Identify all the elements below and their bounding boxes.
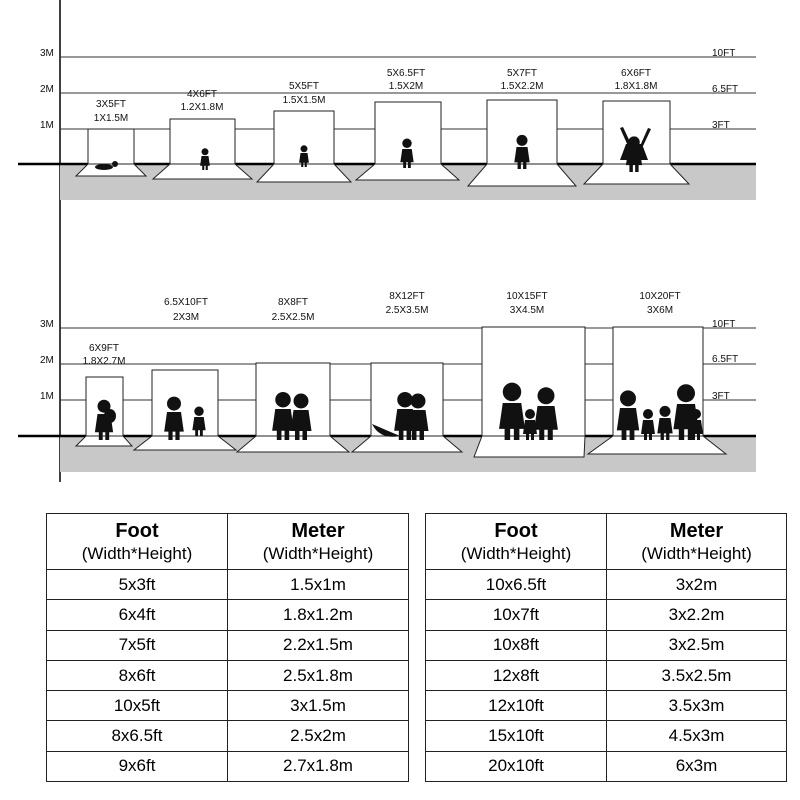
backdrop-ft-label: 5X7FT — [506, 68, 538, 79]
backdrop-m-label: 3X6M — [646, 305, 674, 316]
meter-cell: 2.7x1.8m — [228, 751, 409, 781]
scale-label-3ft: 3FT — [712, 391, 730, 402]
table-row — [426, 721, 787, 751]
foot-cell: 12x10ft — [426, 691, 607, 721]
foot-header-title: Foot — [494, 519, 538, 542]
table-header-row — [426, 514, 787, 570]
backdrop-5x5ft — [257, 81, 351, 182]
table-row — [426, 660, 787, 690]
meter-cell: 3x2.5m — [607, 630, 787, 660]
backdrop-10x20ft — [588, 291, 726, 454]
meter-cell: 3.5x2.5m — [607, 660, 787, 690]
backdrop-ft-label: 6X6FT — [620, 68, 652, 79]
meter-header-sub: (Width*Height) — [641, 543, 752, 563]
table-row — [47, 570, 409, 600]
foot-header-sub: (Width*Height) — [81, 543, 193, 563]
table-row — [47, 721, 409, 751]
backdrop-m-label: 1.8X1.8M — [614, 81, 658, 92]
meter-cell: 2.2x1.5m — [228, 630, 409, 660]
table-row — [47, 691, 409, 721]
backdrop-ft-label: 4X6FT — [186, 89, 218, 100]
backdrop-m-label: 1.5X2.2M — [500, 81, 544, 92]
foot-cell: 8x6ft — [47, 660, 228, 690]
foot-cell: 10x6.5ft — [426, 570, 607, 600]
scale-label-3ft: 3FT — [712, 120, 730, 131]
foot-cell: 9x6ft — [47, 751, 228, 781]
backdrop-8x12ft — [352, 291, 462, 452]
scale-label-1m: 1M — [40, 120, 54, 131]
foot-cell: 6x4ft — [47, 600, 228, 630]
backdrop-10x15ft — [474, 291, 585, 457]
foot-header-sub: (Width*Height) — [460, 543, 572, 563]
foot-cell: 10x5ft — [47, 691, 228, 721]
scale-label-3m: 3M — [40, 319, 54, 330]
backdrop-6-5x10ft — [134, 297, 236, 450]
meter-cell: 3x1.5m — [228, 691, 409, 721]
scale-label-6-5ft: 6.5FT — [712, 84, 739, 95]
backdrop-m-label: 2.5X2.5M — [271, 312, 315, 323]
backdrop-ft-label: 10X20FT — [639, 291, 681, 302]
meter-cell: 4.5x3m — [607, 721, 787, 751]
backdrop-ft-label: 6.5X10FT — [164, 297, 208, 308]
table-row — [47, 751, 409, 781]
scale-label-2m: 2M — [40, 84, 54, 95]
backdrop-6x9ft — [76, 343, 132, 446]
meter-cell: 2.5x1.8m — [228, 660, 409, 690]
backdrop-ft-label: 8X12FT — [389, 291, 425, 302]
foot-column-header — [426, 514, 607, 570]
backdrop-4x6ft — [153, 89, 252, 179]
meter-cell: 1.5x1m — [228, 570, 409, 600]
foot-cell: 12x8ft — [426, 660, 607, 690]
backdrop-m-label: 2.5X3.5M — [385, 305, 429, 316]
table-row — [426, 600, 787, 630]
meter-cell: 3x2m — [607, 570, 787, 600]
backdrop-ft-label: 8X8FT — [277, 297, 309, 308]
size-table-left — [46, 513, 409, 782]
table-row — [47, 600, 409, 630]
foot-header-title: Foot — [115, 519, 159, 542]
backdrop-m-label: 1X1.5M — [93, 113, 129, 124]
meter-cell: 6x3m — [607, 751, 787, 781]
table-row — [426, 691, 787, 721]
meter-header-title: Meter — [291, 519, 345, 542]
scale-label-1m: 1M — [40, 391, 54, 402]
scale-label-6-5ft: 6.5FT — [712, 354, 739, 365]
meter-cell: 3.5x3m — [607, 691, 787, 721]
foot-cell: 10x7ft — [426, 600, 607, 630]
foot-column-header — [47, 514, 228, 570]
foot-cell: 8x6.5ft — [47, 721, 228, 751]
table-row — [47, 660, 409, 690]
meter-column-header — [228, 514, 409, 570]
scale-label-10ft: 10FT — [712, 319, 736, 330]
foot-cell: 15x10ft — [426, 721, 607, 751]
backdrop-m-label: 1.8X2.7M — [82, 356, 126, 367]
backdrop-ft-label: 10X15FT — [506, 291, 548, 302]
backdrop-ft-label: 6X9FT — [88, 343, 120, 354]
scale-label-2m: 2M — [40, 355, 54, 366]
table-row — [426, 570, 787, 600]
backdrop-m-label: 3X4.5M — [509, 305, 545, 316]
top-panel — [18, 48, 756, 200]
table-row — [426, 630, 787, 660]
foot-cell: 7x5ft — [47, 630, 228, 660]
backdrop-ft-label: 5X6.5FT — [386, 68, 426, 79]
meter-cell: 3x2.2m — [607, 600, 787, 630]
foot-cell: 20x10ft — [426, 751, 607, 781]
table-row — [426, 751, 787, 781]
bottom-panel — [18, 291, 756, 472]
meter-header-title: Meter — [669, 519, 724, 542]
backdrop-ft-label: 5X5FT — [288, 81, 320, 92]
foot-cell: 5x3ft — [47, 570, 228, 600]
meter-header-sub: (Width*Height) — [262, 543, 374, 563]
table-header-row — [47, 514, 409, 570]
scale-label-10ft: 10FT — [712, 48, 736, 59]
size-table-right — [425, 513, 787, 782]
backdrop-m-label: 1.2X1.8M — [180, 102, 224, 113]
backdrop-ft-label: 3X5FT — [95, 99, 127, 110]
backdrop-m-label: 2X3M — [172, 312, 200, 323]
foot-cell: 10x8ft — [426, 630, 607, 660]
backdrop-m-label: 1.5X1.5M — [282, 95, 326, 106]
table-row — [47, 630, 409, 660]
backdrop-5x7ft — [468, 68, 576, 186]
scale-label-3m: 3M — [40, 48, 54, 59]
meter-cell: 1.8x1.2m — [228, 600, 409, 630]
backdrop-m-label: 1.5X2M — [388, 81, 424, 92]
meter-cell: 2.5x2m — [228, 721, 409, 751]
meter-column-header — [607, 514, 787, 570]
backdrop-8x8ft — [237, 297, 349, 452]
